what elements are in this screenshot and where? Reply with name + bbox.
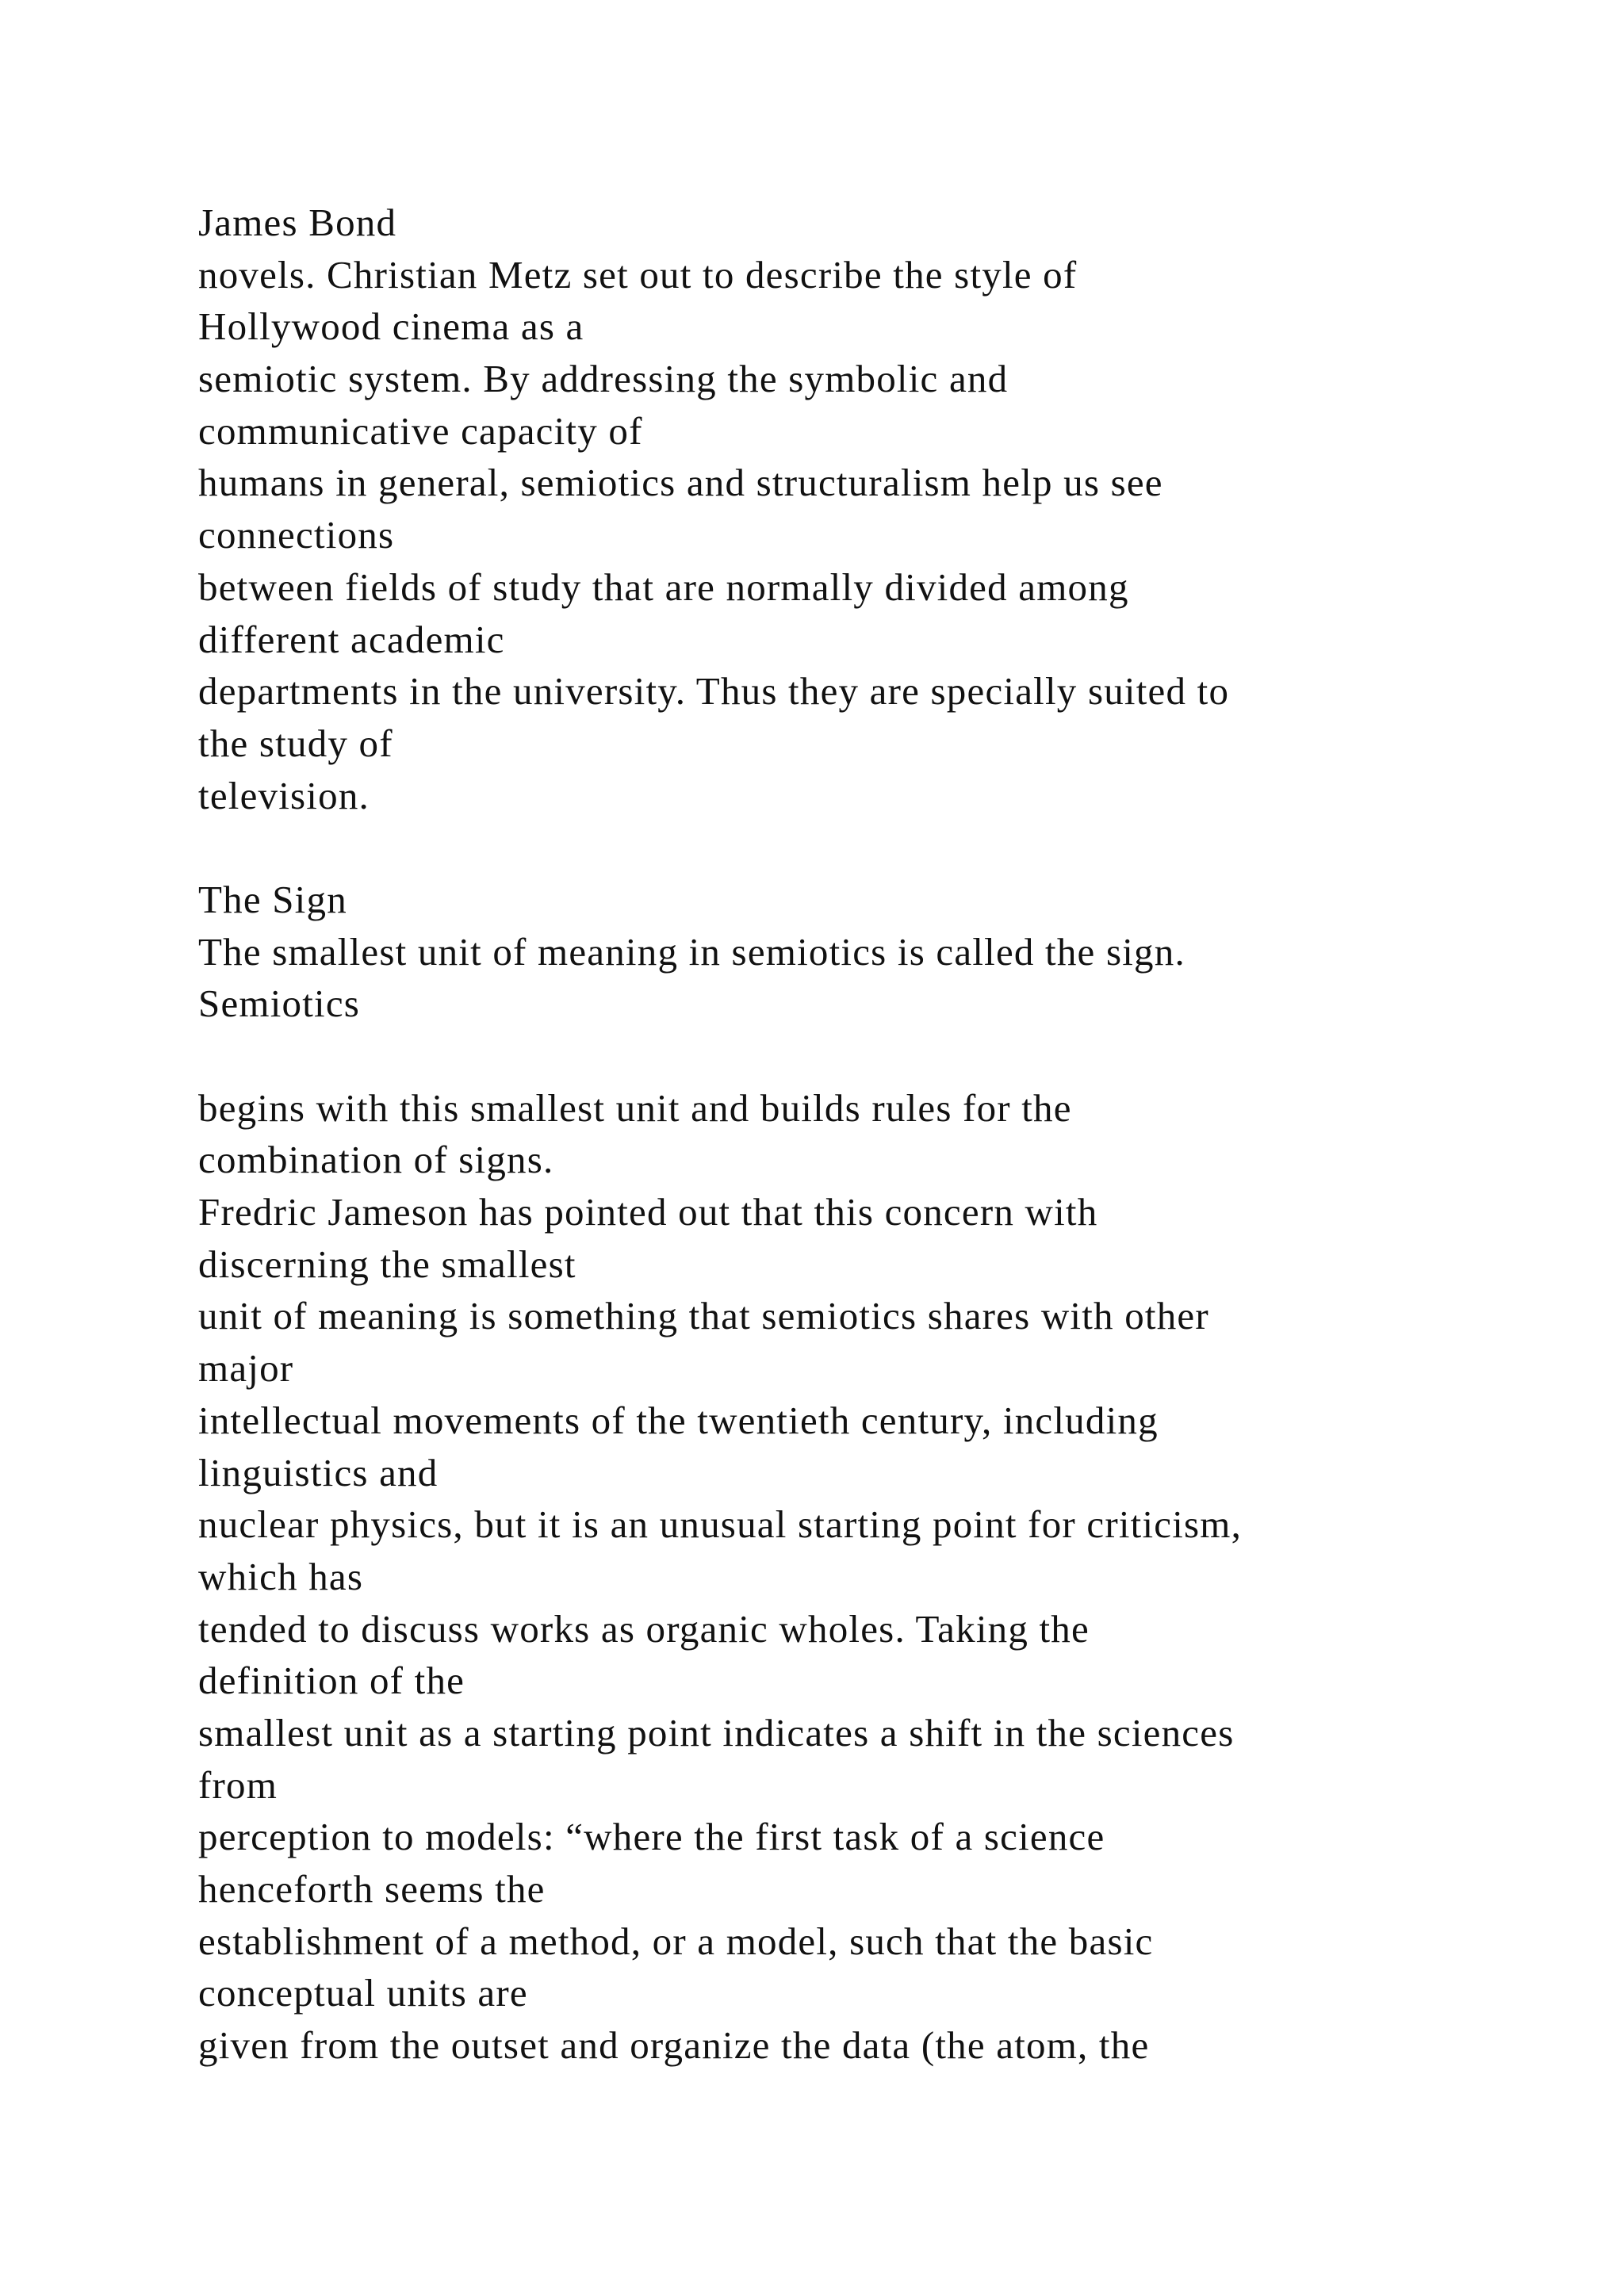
text-line: connections xyxy=(198,513,395,557)
text-line: departments in the university. Thus they are specially suited to xyxy=(198,669,1230,714)
text-line: Semiotics xyxy=(198,982,361,1026)
text-line: the study of xyxy=(198,721,393,765)
text-line: novels. Christian Metz set out to describe the style of xyxy=(198,252,1078,297)
text-line: definition of the xyxy=(198,1659,465,1703)
text-line: from xyxy=(198,1762,278,1807)
text-line: Hollywood cinema as a xyxy=(198,304,584,349)
text-line: conceptual units are xyxy=(198,1971,528,2015)
text-line: Fredric Jameson has pointed out that this concern with xyxy=(198,1190,1098,1234)
blank-line xyxy=(198,1030,1546,1082)
text-line: different academic xyxy=(198,617,505,661)
text-line: semiotic system. By addressing the symbolic and xyxy=(198,357,1009,401)
text-line: humans in general, semiotics and structuralism help us see xyxy=(198,461,1163,505)
text-line: given from the outset and organize the data (the atom, the xyxy=(198,2023,1150,2068)
text-line: nuclear physics, but it is an unusual starting point for criticism, xyxy=(198,1502,1243,1547)
text-line: begins with this smallest unit and builds rules for the xyxy=(198,1085,1072,1130)
text-line: The smallest unit of meaning in semiotics is called the sign. xyxy=(198,929,1185,974)
text-line: tended to discuss works as organic wholes. Taking the xyxy=(198,1606,1090,1651)
text-line: discerning the smallest xyxy=(198,1242,576,1286)
text-line: television. xyxy=(198,773,370,817)
text-line: combination of signs. xyxy=(198,1138,554,1182)
text-line: perception to models: “where the first task of a science xyxy=(198,1815,1105,1859)
text-line: communicative capacity of xyxy=(198,408,643,453)
text-line: smallest unit as a starting point indicates a shift in the sciences xyxy=(198,1710,1235,1755)
text-line: major xyxy=(198,1346,294,1391)
text-line: henceforth seems the xyxy=(198,1867,546,1911)
section-heading: The Sign xyxy=(198,877,347,921)
blank-line xyxy=(198,821,1546,874)
text-line: intellectual movements of the twentieth century, including xyxy=(198,1398,1159,1442)
text-line: establishment of a method, or a model, such that the basic xyxy=(198,1919,1154,1963)
text-line: linguistics and xyxy=(198,1450,439,1494)
text-line: unit of meaning is something that semiotics shares with other xyxy=(198,1294,1209,1338)
text-line: between fields of study that are normally divided among xyxy=(198,564,1129,609)
text-line: James Bond xyxy=(198,201,397,244)
body-text xyxy=(198,197,1546,2072)
text-line: which has xyxy=(198,1554,364,1598)
